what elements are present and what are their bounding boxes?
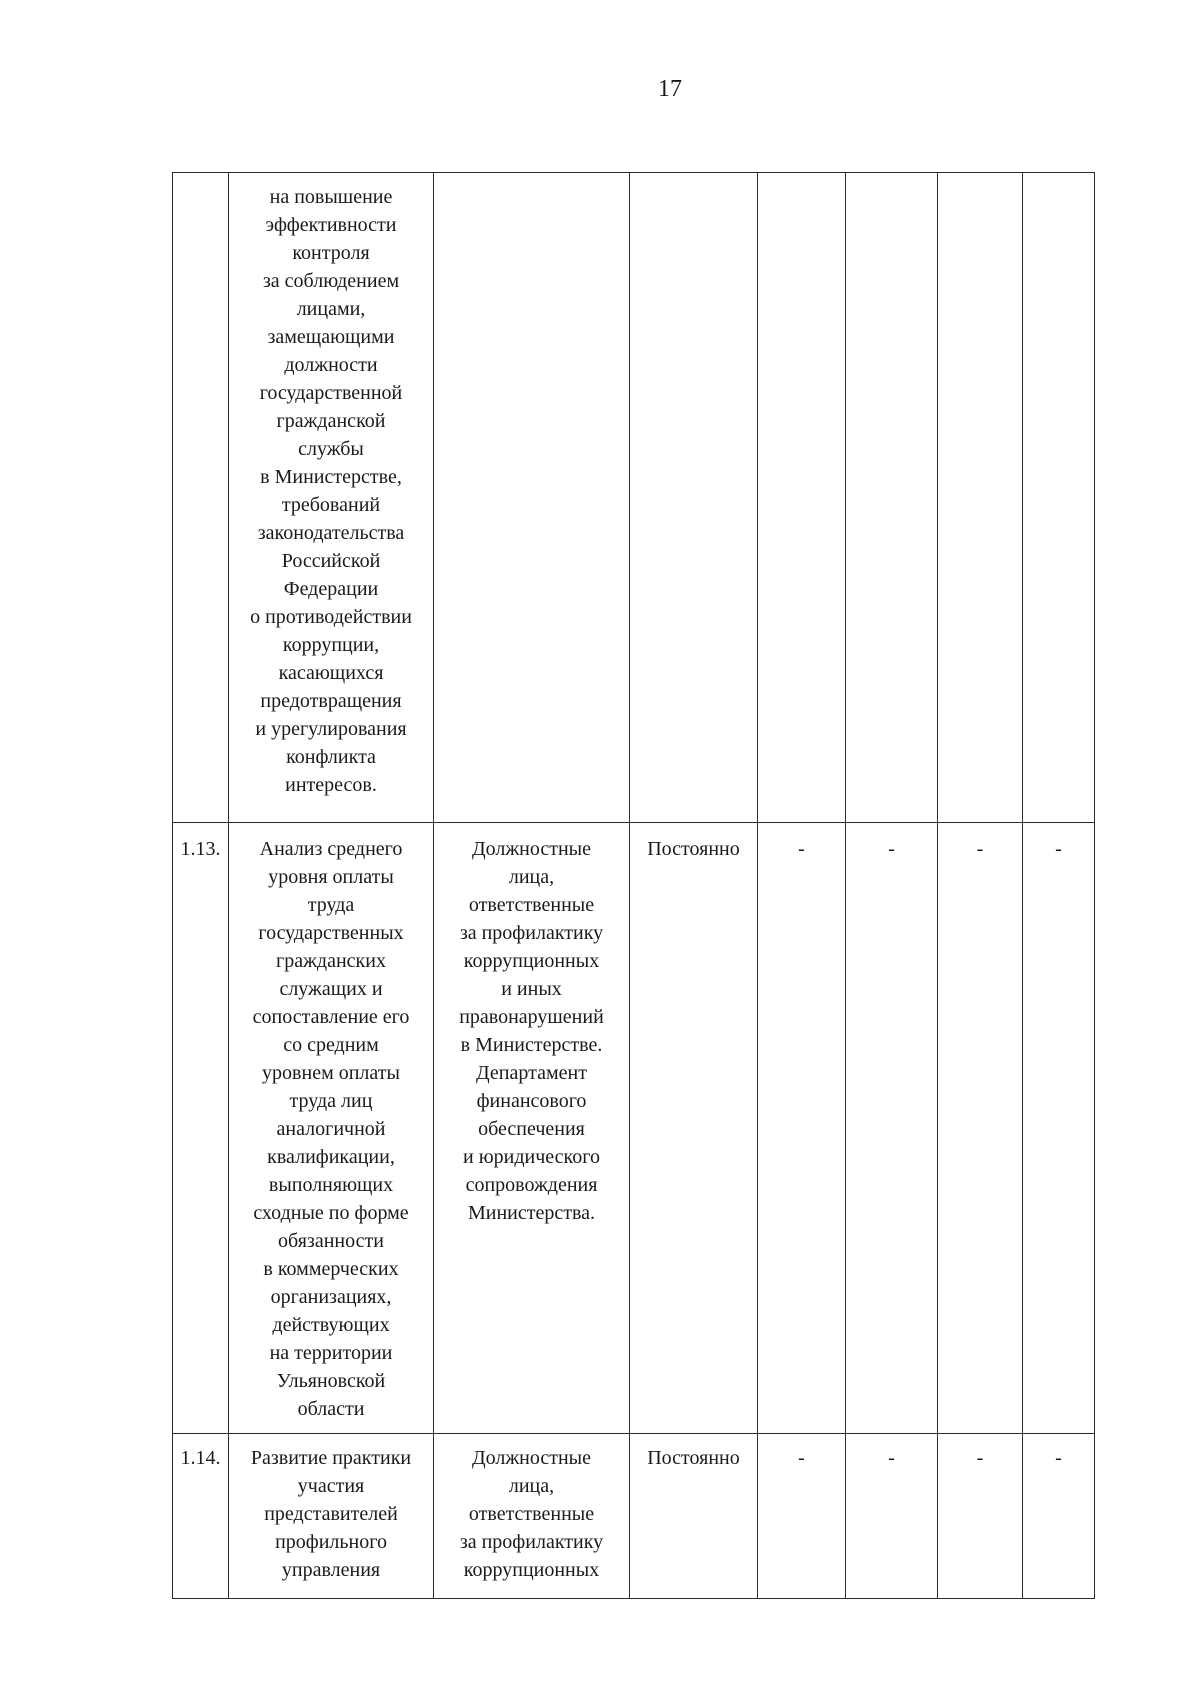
text-line: и урегулирования: [255, 718, 407, 740]
text-line: Развитие практики: [250, 1447, 412, 1469]
text-line: о противодействии: [250, 606, 412, 628]
text-line: эффективности: [265, 214, 397, 236]
text-line: интересов.: [285, 774, 377, 796]
text-line: контроля: [292, 242, 370, 264]
text-line: сопровождения: [465, 1174, 598, 1196]
text-line: конфликта: [286, 746, 376, 768]
text-line: управления: [281, 1559, 381, 1581]
cell-period-empty: [630, 173, 758, 823]
cell-value-empty: [758, 173, 846, 823]
text-line: за соблюдением: [262, 270, 400, 292]
text-line: Федерации: [283, 578, 379, 600]
cell-value: -: [758, 823, 846, 1434]
cell-value-empty: [846, 173, 938, 823]
text-line: Департамент: [476, 1062, 587, 1084]
cell-description: [229, 173, 434, 823]
text-line: и юридического: [463, 1146, 600, 1168]
text-line: сходные по форме: [253, 1202, 409, 1224]
cell-value-empty: [938, 173, 1023, 823]
text-line: замещающими: [267, 326, 395, 348]
text-line: выполняющих: [268, 1174, 394, 1196]
text-line: квалификации,: [267, 1146, 395, 1168]
cell-period: Постоянно: [630, 1434, 758, 1599]
text-line: Анализ среднего: [259, 838, 403, 860]
table-row-1-14: [173, 1434, 1095, 1599]
text-line: законодательства: [257, 522, 405, 544]
text-line: области: [297, 1398, 365, 1420]
cell-description: [229, 1434, 434, 1599]
text-line: Российской: [281, 550, 381, 572]
text-line: Должностные: [471, 838, 591, 860]
text-line: ответственные: [468, 1503, 595, 1525]
text-line: участия: [297, 1475, 365, 1497]
text-line: действующих: [272, 1314, 390, 1336]
text-line: обеспечения: [478, 1118, 585, 1140]
text-line: и иных: [501, 978, 562, 1000]
text-line: коррупционных: [463, 950, 600, 972]
text-line: представителей: [264, 1503, 398, 1525]
cell-responsible: [434, 1434, 630, 1599]
cell-number-empty: [173, 173, 229, 823]
text-line: на территории: [269, 1342, 393, 1364]
cell-period: Постоянно: [630, 823, 758, 1434]
text-line: в коммерческих: [263, 1258, 399, 1280]
cell-number: 1.14.: [173, 1434, 229, 1599]
measures-table: [172, 172, 1095, 1599]
text-line: гражданских: [276, 950, 386, 972]
cell-value: -: [846, 1434, 938, 1599]
text-line: коррупции,: [282, 634, 380, 656]
cell-value: -: [938, 823, 1023, 1434]
text-line: касающихся: [278, 662, 384, 684]
cell-number: 1.13.: [173, 823, 229, 1434]
text-line: в Министерстве,: [260, 466, 402, 488]
text-line: гражданской: [276, 410, 386, 432]
text-line: лица,: [508, 866, 555, 888]
text-line: на повышение: [269, 186, 393, 208]
text-line: должности: [284, 354, 378, 376]
cell-value: -: [938, 1434, 1023, 1599]
table-row-continuation: [173, 173, 1095, 823]
cell-value-empty: [1023, 173, 1095, 823]
cell-value: -: [1023, 1434, 1095, 1599]
text-line: сопоставление его: [252, 1006, 410, 1028]
text-line: государственных: [258, 922, 404, 944]
text-line: в Министерстве.: [460, 1034, 603, 1056]
text-line: за профилактику: [459, 1531, 604, 1553]
text-line: уровня оплаты: [268, 866, 394, 888]
text-line: ответственные: [468, 894, 595, 916]
text-line: Ульяновской: [276, 1370, 386, 1392]
cell-value: -: [846, 823, 938, 1434]
text-line: службы: [298, 438, 364, 460]
text-line: со средним: [283, 1034, 379, 1056]
text-line: организациях,: [270, 1286, 392, 1308]
text-line: предотвращения: [260, 690, 402, 712]
text-line: Должностные: [471, 1447, 591, 1469]
table-row-1-13: [173, 823, 1095, 1434]
text-line: труда: [307, 894, 355, 916]
cell-responsible: [434, 823, 630, 1434]
text-line: лица,: [508, 1475, 555, 1497]
text-line: обязанности: [278, 1230, 384, 1252]
text-line: служащих и: [279, 978, 383, 1000]
text-line: профильного: [275, 1531, 387, 1553]
text-line: труда лиц: [289, 1090, 373, 1112]
cell-value: -: [758, 1434, 846, 1599]
text-line: финансового: [476, 1090, 587, 1112]
text-line: аналогичной: [276, 1118, 386, 1140]
text-line: требований: [281, 494, 381, 516]
text-line: коррупционных: [463, 1559, 600, 1581]
text-line: уровнем оплаты: [262, 1062, 400, 1084]
text-line: за профилактику: [459, 922, 604, 944]
page-number: 17: [658, 76, 682, 102]
text-line: Министерства.: [467, 1202, 596, 1224]
cell-description: [229, 823, 434, 1434]
text-line: лицами,: [296, 298, 366, 320]
text-line: правонарушений: [459, 1006, 604, 1028]
cell-responsible-empty: [434, 173, 630, 823]
cell-value: -: [1023, 823, 1095, 1434]
text-line: государственной: [259, 382, 403, 404]
